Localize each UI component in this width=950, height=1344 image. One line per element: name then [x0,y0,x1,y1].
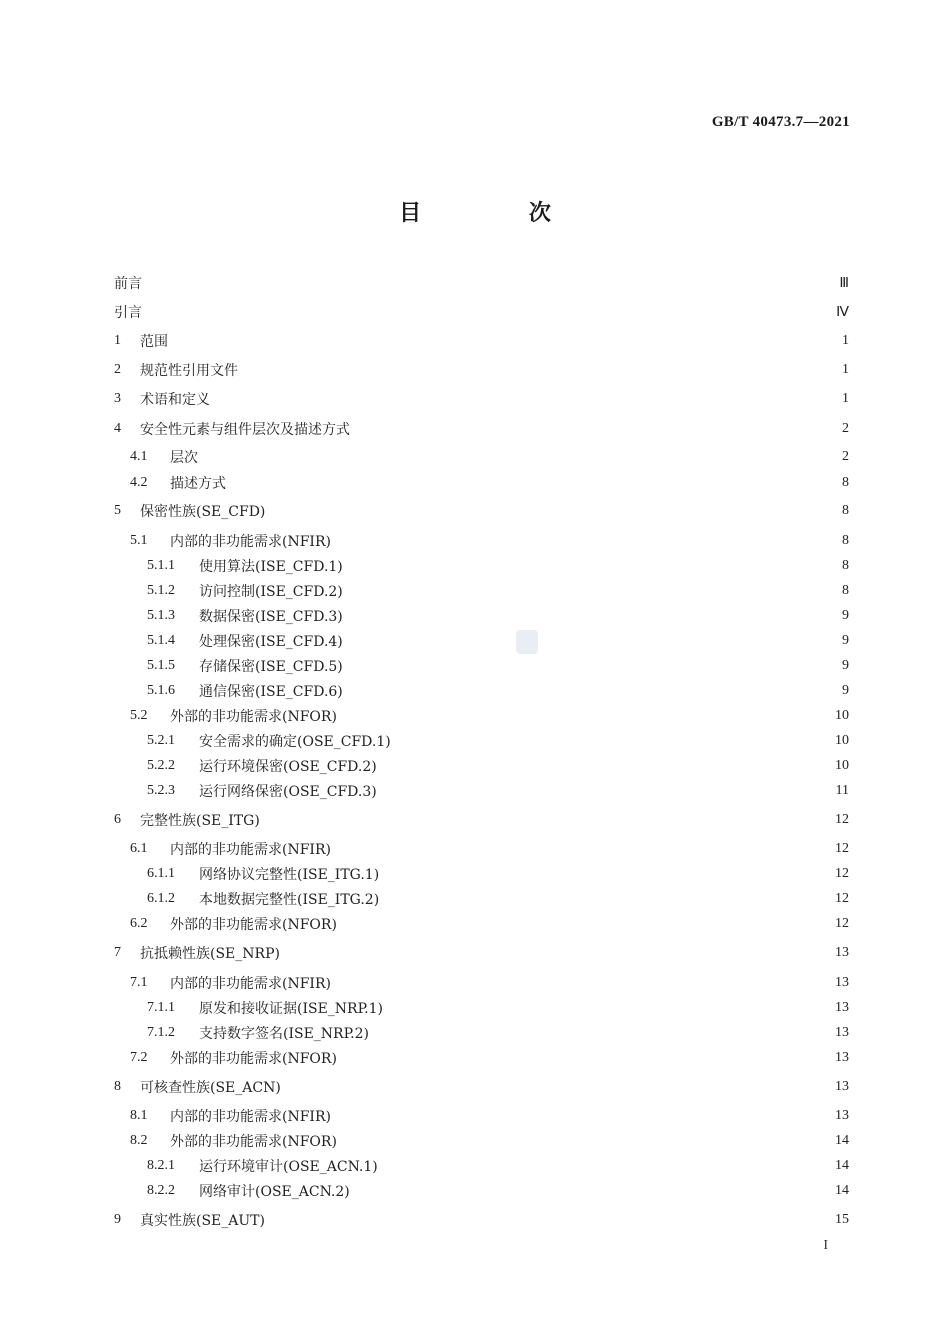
dot-leader [349,605,833,627]
toc-entry-number: 8.2.1 [147,1158,175,1173]
dot-leader [148,301,832,323]
toc-entry-page: 1 [842,362,849,377]
toc-entry[interactable] [114,1155,849,1177]
toc-entry-page: 8 [842,503,849,518]
toc-entry[interactable] [114,472,849,494]
toc-entry-page: 9 [842,683,849,698]
toc-entry-label: 保密性族(SE_CFD) [140,504,266,520]
toc-entry-label: 外部的非功能需求(NFOR) [170,1051,337,1067]
toc-entry-number: 5.1.2 [147,583,175,598]
toc-entry-label: 内部的非功能需求(NFIR) [170,1109,331,1125]
toc-entry-page: 8 [842,533,849,548]
dot-leader [397,730,831,752]
toc-entry-number: 5.1.6 [147,683,175,698]
toc-entry[interactable] [114,530,849,552]
dot-leader [232,472,833,494]
toc-entry-page: 13 [835,1079,849,1094]
toc-entry-number: 7.1.1 [147,1000,175,1015]
toc-entry-label: 运行网络保密(OSE_CFD.3) [199,784,377,800]
dot-leader [244,359,833,381]
toc-entry-number: 6.1 [130,841,148,856]
toc-entry-number: 1 [114,333,121,348]
toc-entry[interactable] [114,755,849,777]
toc-entry-label: 支持数字签名(ISE_NRP.2) [199,1026,369,1042]
toc-entry-label: 外部的非功能需求(NFOR) [170,709,337,725]
toc-entry-label: 安全需求的确定(OSE_CFD.1) [199,734,391,750]
table-of-contents [114,0,849,1344]
toc-entry-number: 6.2 [130,916,148,931]
toc-entry-label: 原发和接收证据(ISE_NRP.1) [199,1001,383,1017]
dot-leader [343,705,831,727]
toc-entry-label: 真实性族(SE_AUT) [140,1213,265,1229]
toc-entry-label: 层次 [170,450,198,466]
dot-leader [174,330,833,352]
toc-entry-page: 8 [842,475,849,490]
dot-leader [287,1076,831,1098]
toc-entry[interactable] [114,942,849,964]
toc-entry-label: 存储保密(ISE_CFD.5) [199,659,343,675]
toc-entry-number: 5.2.2 [147,758,175,773]
toc-entry-number: 7.1 [130,975,148,990]
toc-entry-label: 描述方式 [170,476,226,492]
toc-entry[interactable] [114,1105,849,1127]
toc-entry-page: 10 [835,708,849,723]
toc-entry-label: 使用算法(ISE_CFD.1) [199,559,343,575]
toc-entry[interactable] [114,1076,849,1098]
toc-entry[interactable] [114,680,849,702]
toc-entry-page: 13 [835,1050,849,1065]
dot-leader [204,446,833,468]
toc-entry[interactable] [114,555,849,577]
toc-entry-page: 15 [835,1212,849,1227]
dot-leader [384,1155,831,1177]
toc-entry-label: 本地数据完整性(ISE_ITG.2) [199,892,380,908]
toc-entry-number: 7.2 [130,1050,148,1065]
toc-entry-label: 外部的非功能需求(NFOR) [170,1134,337,1150]
toc-entry-page: 14 [835,1158,849,1173]
standard-code: GB/T 40473.7—2021 [711,114,850,130]
toc-entry-label: 可核查性族(SE_ACN) [140,1080,281,1096]
toc-entry-number: 8.1 [130,1108,148,1123]
toc-entry-number: 5.2 [130,708,148,723]
toc-entry-page: 1 [842,333,849,348]
toc-entry-number: 9 [114,1212,121,1227]
toc-entry[interactable] [114,446,849,468]
toc-entry-number: 6 [114,812,121,827]
toc-entry-label: 内部的非功能需求(NFIR) [170,534,331,550]
toc-entry-number: 7.1.2 [147,1025,175,1040]
toc-entry[interactable] [114,705,849,727]
toc-entry-label: 前言 [114,276,142,292]
dot-leader [337,530,833,552]
toc-entry-label: 处理保密(ISE_CFD.4) [199,634,343,650]
toc-entry-page: 10 [835,758,849,773]
toc-entry-page: Ⅳ [836,304,849,320]
dot-leader [383,780,832,802]
toc-entry-page: 8 [842,558,849,573]
toc-entry[interactable] [114,838,849,860]
toc-entry-page: 13 [835,945,849,960]
toc-entry[interactable] [114,888,849,910]
toc-entry-page: 9 [842,658,849,673]
toc-entry-page: 2 [842,421,849,436]
toc-entry-label: 运行环境保密(OSE_CFD.2) [199,759,377,775]
toc-entry-page: Ⅲ [839,275,849,291]
toc-entry[interactable] [114,1130,849,1152]
dot-leader [385,863,831,885]
toc-entry-number: 4 [114,421,121,436]
toc-entry-page: 9 [842,608,849,623]
toc-entry-page: 2 [842,449,849,464]
page-number: I [823,1238,828,1253]
toc-entry-page: 14 [835,1133,849,1148]
dot-leader [343,1047,831,1069]
toc-entry[interactable] [114,997,849,1019]
toc-entry[interactable] [114,913,849,935]
toc-entry[interactable] [114,301,849,323]
toc-entry-number: 6.1.2 [147,891,175,906]
dot-leader [383,755,831,777]
dot-leader [349,655,833,677]
dot-leader [349,680,833,702]
toc-entry-label: 网络协议完整性(ISE_ITG.1) [199,867,380,883]
toc-entry[interactable] [114,1209,849,1231]
toc-entry[interactable] [114,730,849,752]
dot-leader [337,972,831,994]
dot-leader [271,1209,831,1231]
toc-entry-label: 抗抵赖性族(SE_NRP) [140,946,280,962]
toc-entry[interactable] [114,1022,849,1044]
toc-entry-page: 12 [835,916,849,931]
toc-entry[interactable] [114,580,849,602]
toc-entry[interactable] [114,630,849,652]
toc-entry-page: 13 [835,1108,849,1123]
dot-leader [349,580,833,602]
toc-entry-page: 9 [842,633,849,648]
toc-entry-number: 8.2.2 [147,1183,175,1198]
toc-entry-page: 1 [842,391,849,406]
dot-leader [343,1130,831,1152]
toc-entry-number: 5.1 [130,533,148,548]
toc-entry-number: 7 [114,945,121,960]
toc-entry-page: 12 [835,866,849,881]
toc-entry[interactable] [114,272,849,294]
toc-entry[interactable] [114,1180,849,1202]
dot-leader [356,1180,831,1202]
dot-leader [389,997,831,1019]
dot-leader [375,1022,831,1044]
toc-entry-label: 完整性族(SE_ITG) [140,813,260,829]
dot-leader [337,838,831,860]
toc-entry-label: 安全性元素与组件层次及描述方式 [140,422,350,438]
toc-entry-number: 6.1.1 [147,866,175,881]
dot-leader [349,555,833,577]
toc-entry-number: 5.2.1 [147,733,175,748]
toc-entry-label: 网络审计(OSE_ACN.2) [199,1184,350,1200]
toc-entry-label: 访问控制(ISE_CFD.2) [199,584,343,600]
toc-entry-label: 内部的非功能需求(NFIR) [170,976,331,992]
toc-entry-label: 通信保密(ISE_CFD.6) [199,684,343,700]
toc-entry[interactable] [114,330,849,352]
toc-entry-label: 术语和定义 [140,392,210,408]
dot-leader [343,913,831,935]
toc-entry-number: 5 [114,503,121,518]
toc-entry-number: 4.2 [130,475,148,490]
toc-entry-page: 10 [835,733,849,748]
toc-entry[interactable] [114,972,849,994]
dot-leader [385,888,831,910]
dot-leader [271,500,833,522]
toc-entry[interactable] [114,388,849,410]
toc-entry-page: 13 [835,975,849,990]
toc-entry-number: 8.2 [130,1133,148,1148]
toc-entry-page: 13 [835,1025,849,1040]
toc-entry-page: 12 [835,841,849,856]
toc-entry-page: 8 [842,583,849,598]
toc-entry-page: 12 [835,891,849,906]
toc-entry-number: 5.2.3 [147,783,175,798]
toc-entry-number: 5.1.3 [147,608,175,623]
toc-entry-number: 5.1.5 [147,658,175,673]
toc-entry-label: 数据保密(ISE_CFD.3) [199,609,343,625]
toc-entry-label: 外部的非功能需求(NFOR) [170,917,337,933]
toc-entry-number: 2 [114,362,121,377]
toc-entry-number: 3 [114,391,121,406]
toc-entry[interactable] [114,1047,849,1069]
toc-entry-label: 内部的非功能需求(NFIR) [170,842,331,858]
dot-leader [286,942,831,964]
toc-entry-label: 引言 [114,305,142,321]
toc-entry-page: 13 [835,1000,849,1015]
dot-leader [349,630,833,652]
dot-leader [337,1105,831,1127]
dot-leader [148,272,833,294]
dot-leader [266,809,831,831]
toc-entry-label: 规范性引用文件 [140,363,238,379]
toc-entry[interactable] [114,863,849,885]
dot-leader [216,388,833,410]
page-title: 目 次 [399,201,601,226]
toc-entry[interactable] [114,359,849,381]
toc-entry-number: 4.1 [130,449,148,464]
toc-entry-number: 5.1.4 [147,633,175,648]
toc-entry[interactable] [114,418,849,440]
toc-entry-label: 运行环境审计(OSE_ACN.1) [199,1159,378,1175]
toc-entry[interactable] [114,809,849,831]
toc-entry-number: 5.1.1 [147,558,175,573]
toc-entry[interactable] [114,605,849,627]
toc-entry[interactable] [114,500,849,522]
toc-entry-label: 范围 [140,334,168,350]
toc-entry-page: 14 [835,1183,849,1198]
toc-entry-page: 12 [835,812,849,827]
toc-entry[interactable] [114,655,849,677]
dot-leader [356,418,833,440]
toc-entry[interactable] [114,780,849,802]
toc-entry-page: 11 [835,783,849,798]
toc-entry-number: 8 [114,1079,121,1094]
